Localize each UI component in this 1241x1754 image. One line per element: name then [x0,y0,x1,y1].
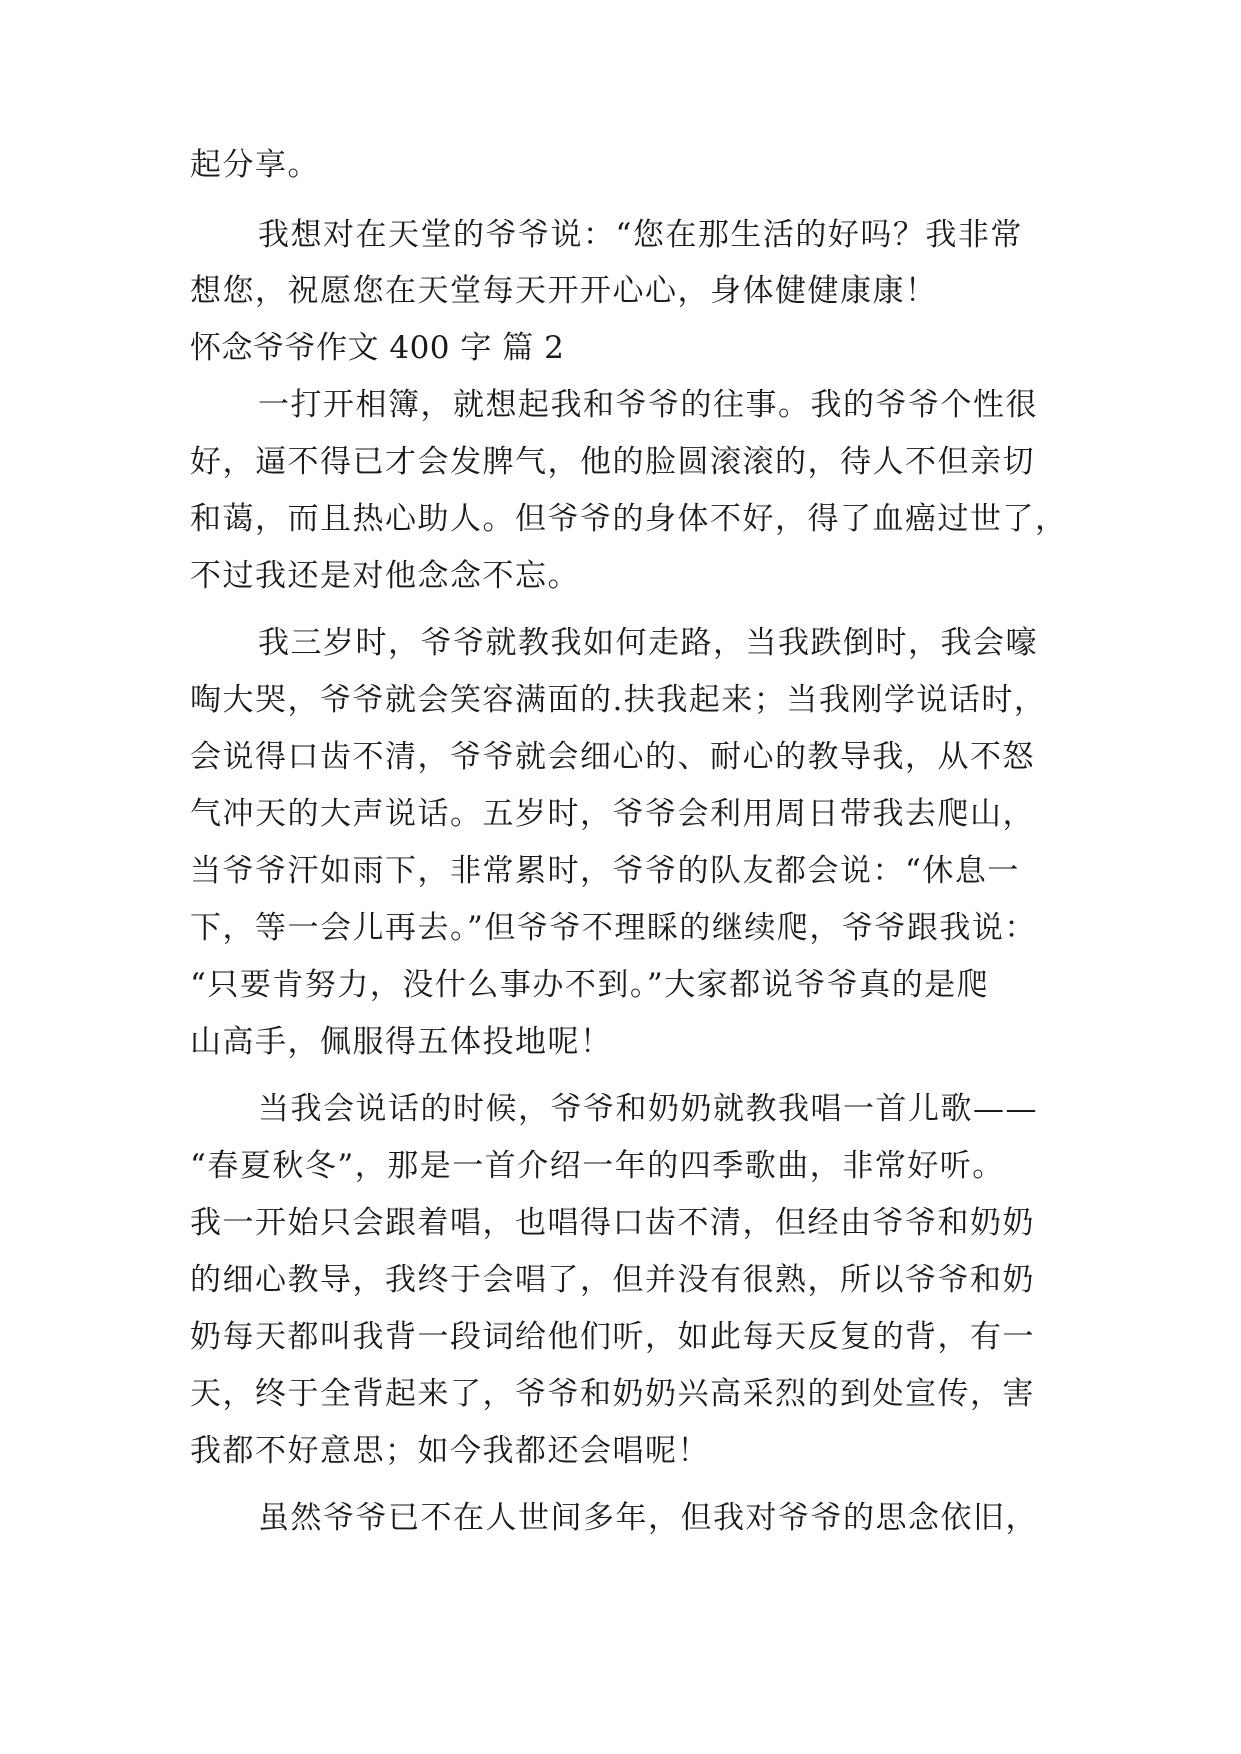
text-line: 的细心教导，我终于会唱了，但并没有很熟，所以爷爷和奶 [190,1262,1035,1298]
paragraph-first-line: 我三岁时，爷爷就教我如何走路，当我跌倒时，我会嚎 [258,625,1038,661]
paragraph-first-line: 我想对在天堂的爷爷说：“您在那生活的好吗？我非常 [258,217,1023,253]
text-line: 当爷爷汗如雨下，非常累时，爷爷的队友都会说：“休息一 [190,853,1020,889]
paragraph-first-line: 当我会说话的时候，爷爷和奶奶就教我唱一首儿歌—— [258,1091,1038,1127]
section-heading: 怀念爷爷作文 400 字 篇 2 [190,330,565,366]
text-line: 想您，祝愿您在天堂每天开开心心，身体健健康康！ [190,273,938,309]
text-line: 气冲天的大声说话。五岁时，爷爷会利用周日带我去爬山， [190,796,1035,832]
paragraph-first-line: 一打开相簿，就想起我和爷爷的往事。我的爷爷个性很 [258,387,1038,423]
text-line: 好，逼不得已才会发脾气，他的脸圆滚滚的，待人不但亲切 [190,444,1035,480]
text-line: 会说得口齿不清，爷爷就会细心的、耐心的教导我，从不怒 [190,739,1035,775]
text-line: 不过我还是对他念念不忘。 [190,558,580,594]
text-line: 山高手，佩服得五体投地呢！ [190,1024,613,1060]
text-line: 奶每天都叫我背一段词给他们听，如此每天反复的背，有一 [190,1319,1035,1355]
text-line: 啕大哭，爷爷就会笑容满面的.扶我起来；当我刚学说话时， [190,682,1047,718]
text-line: “春夏秋冬”，那是一首介绍一年的四季歌曲，非常好听。 [190,1148,1005,1184]
text-line: “只要肯努力，没什么事办不到。”大家都说爷爷真的是爬 [190,967,990,1003]
text-line: 我都不好意思；如今我都还会唱呢！ [190,1433,710,1469]
text-line: 和蔼，而且热心助人。但爷爷的身体不好，得了血癌过世了， [190,501,1068,537]
text-line: 天，终于全背起来了，爷爷和奶奶兴高采烈的到处宣传，害 [190,1376,1035,1412]
text-line: 我一开始只会跟着唱，也唱得口齿不清，但经由爷爷和奶奶 [190,1205,1035,1241]
paragraph-first-line: 虽然爷爷已不在人世间多年，但我对爷爷的思念依旧， [258,1500,1038,1536]
text-line: 下，等一会儿再去。”但爷爷不理睬的继续爬，爷爷跟我说： [190,910,1037,946]
text-line: 起分享。 [190,147,320,183]
